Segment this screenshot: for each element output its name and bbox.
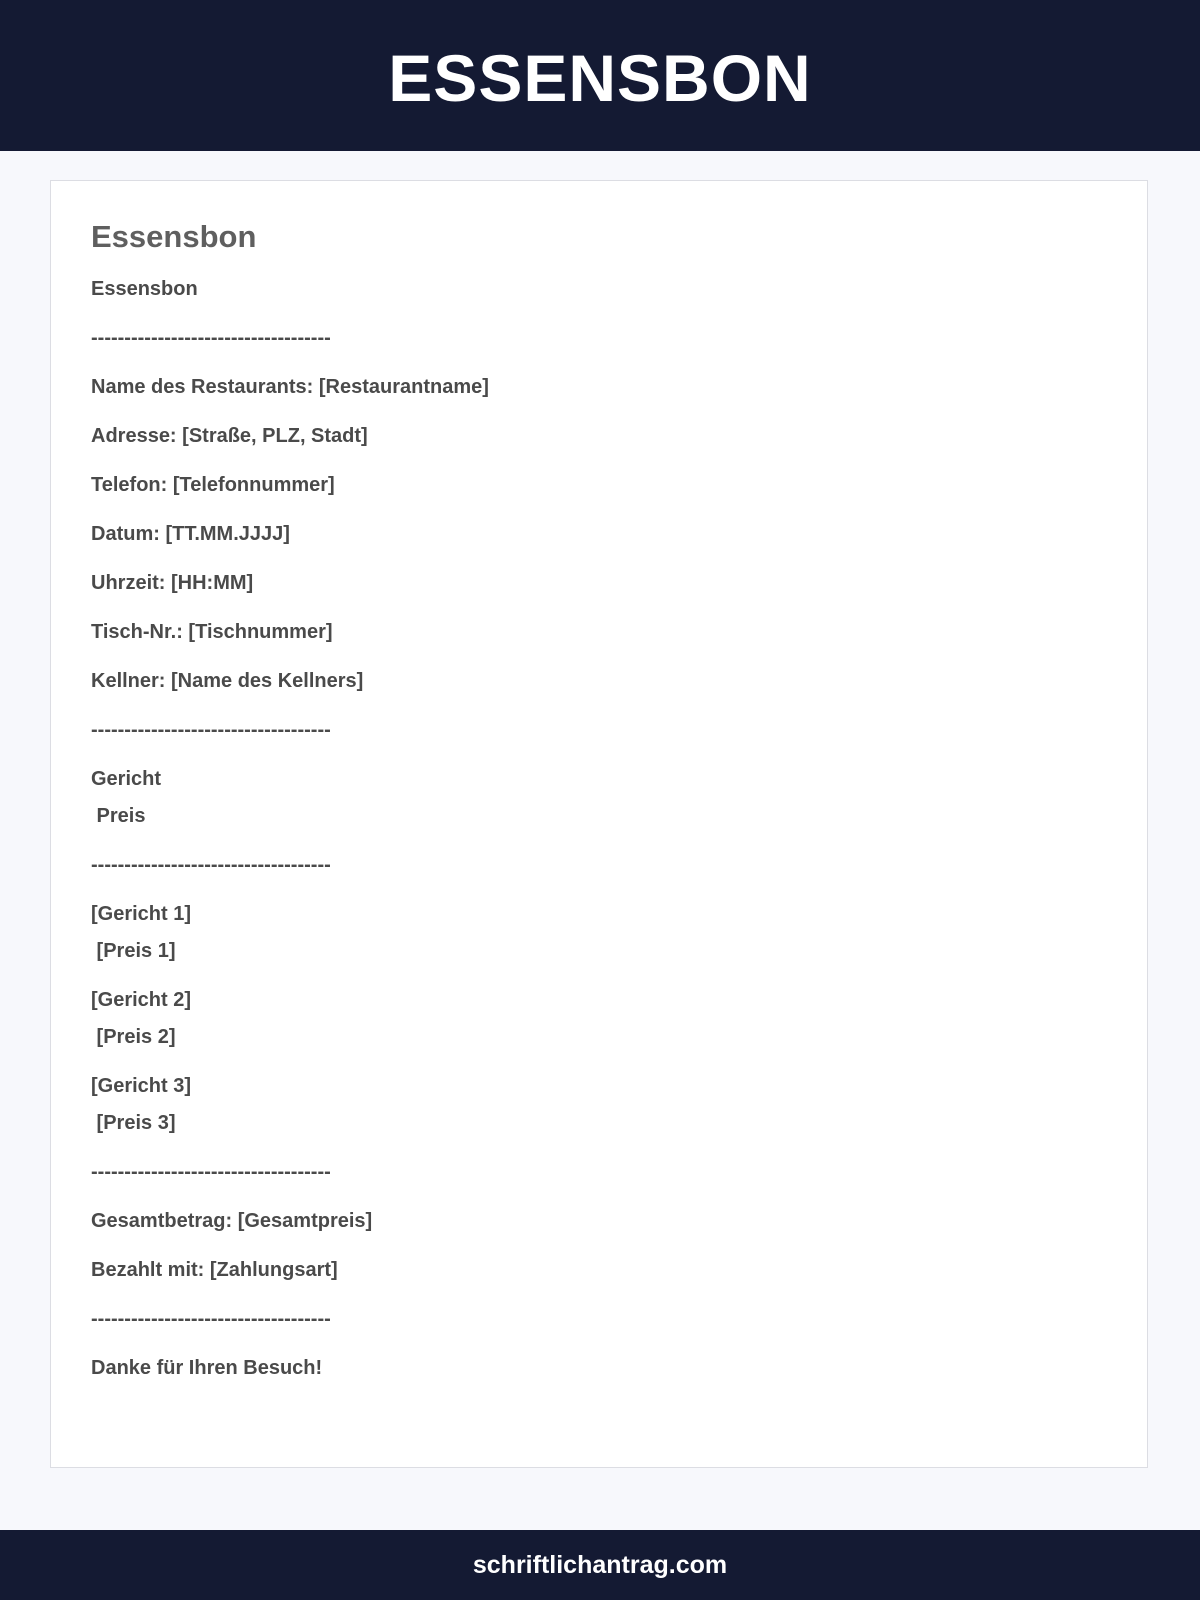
date-line: Datum: [TT.MM.JJJJ] <box>91 523 290 545</box>
dish-item: [Gericht 1] <box>91 903 192 925</box>
price-item: [Preis 2] <box>91 1026 176 1048</box>
address-line: Adresse: [Straße, PLZ, Stadt] <box>91 425 368 447</box>
total-line: Gesamtbetrag: [Gesamtpreis] <box>91 1210 373 1232</box>
payment-method-line: Bezahlt mit: [Zahlungsart] <box>91 1259 338 1281</box>
dish-header: Gericht <box>91 768 162 790</box>
dish-item: [Gericht 2] <box>91 989 192 1011</box>
waiter-line: Kellner: [Name des Kellners] <box>91 670 364 692</box>
document-title: Essensbon <box>91 219 257 254</box>
phone-line: Telefon: [Telefonnummer] <box>91 474 335 496</box>
header-title: ESSENSBON <box>388 40 812 115</box>
document-body <box>91 279 1091 1407</box>
price-item: [Preis 3] <box>91 1112 176 1134</box>
separator-line: ------------------------------------ <box>91 327 331 349</box>
price-item: [Preis 1] <box>91 940 176 962</box>
footer-site-name: schriftlichantrag.com <box>472 1550 728 1579</box>
time-line: Uhrzeit: [HH:MM] <box>91 572 254 594</box>
separator-line: ------------------------------------ <box>91 1161 331 1183</box>
separator-line: ------------------------------------ <box>91 719 331 741</box>
document-line: Essensbon <box>91 278 198 300</box>
page-header <box>0 0 1200 151</box>
table-number-line: Tisch-Nr.: [Tischnummer] <box>91 621 333 643</box>
page-footer <box>0 1530 1200 1600</box>
separator-line: ------------------------------------ <box>91 1308 331 1330</box>
restaurant-name-line: Name des Restaurants: [Restaurantname] <box>91 376 489 398</box>
document-card <box>50 180 1148 1468</box>
dish-item: [Gericht 3] <box>91 1075 192 1097</box>
separator-line: ------------------------------------ <box>91 854 331 876</box>
price-header: Preis <box>91 805 146 827</box>
thank-you-line: Danke für Ihren Besuch! <box>91 1357 323 1379</box>
